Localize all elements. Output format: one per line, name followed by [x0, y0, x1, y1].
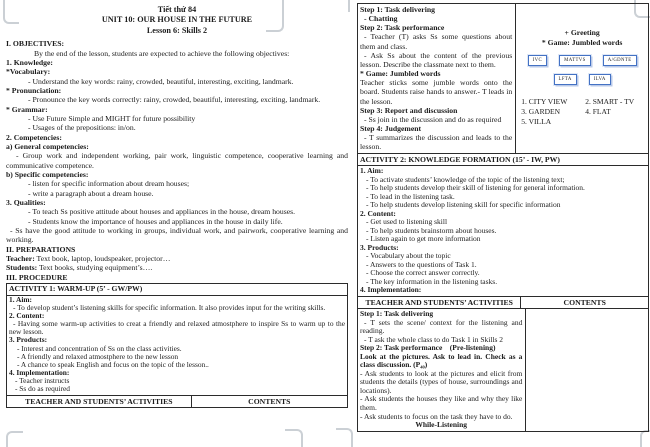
text-line: - T sets the scene/ context for the listening and reading.: [360, 317, 523, 336]
page-edge-artifact: [348, 0, 352, 12]
listening-activities-table: [357, 309, 649, 432]
text-line: - Group work and independent working, pair work, linguistic competence, cooperative learning and communicative competence.: [6, 151, 348, 170]
text-line: Step 2: Task performance: [360, 23, 445, 33]
text-line: - A chance to speak English and focus on the topic of the lesson..: [17, 359, 209, 369]
page-edge-artifact: [6, 431, 23, 447]
text-line: b) Specific competencies:: [6, 170, 89, 180]
listening-steps-cell: [358, 309, 526, 431]
text-line: - Having some warm-up activities to creat a friendly and relaxed atmostphere to inspire Ss to warm up to the new lesson.: [9, 319, 345, 337]
text-line: Step 4: Judgement: [360, 124, 422, 134]
document-header: [6, 5, 348, 36]
greeting-label: + Greeting: [564, 28, 600, 37]
jumbled-word-box: MATTVS: [559, 55, 591, 66]
text-line: II. PREPARATIONS: [6, 244, 76, 254]
text-line: - Use Future Simple and MIGHT for future possibility: [28, 113, 196, 123]
text-line: - To lead in the listening task.: [366, 191, 455, 201]
text-line: - Interest and concentration of Ss on the class activities.: [17, 343, 182, 353]
jumbled-words-rows: [518, 55, 646, 85]
text-line: - To activate students’ knowledge of the topic of the listening text;: [366, 174, 565, 184]
lesson-plan-page-right: [357, 3, 649, 432]
page-edge-artifact: [285, 429, 303, 447]
jumbled-word-box: LFTA: [554, 74, 577, 85]
text-line: - To teach Ss positive attitude about houses and appliances in the house, dream houses.: [28, 207, 296, 217]
answer-line: [521, 117, 646, 127]
text-line: - Ask students the houses they like and why they like them.: [360, 394, 523, 413]
answer-item: 4. FLAT: [585, 106, 611, 116]
text-line: - Vocabulary about the topic: [366, 251, 451, 260]
text-line: - Answers to the questions of Task 1.: [366, 259, 477, 269]
activity1-table: [6, 283, 348, 408]
activity2-title: ACTIVITY 2: KNOWLEDGE FORMATION (15’ - IW, PW): [357, 154, 649, 167]
text-line: By the end of the lesson, students are expected to achieve the following objectives:: [34, 48, 290, 58]
text-line: 1. Aim:: [360, 166, 384, 175]
listening-contents-cell: [526, 309, 648, 431]
text-line: - T summarizes the discussion and leads to the lesson.: [360, 133, 513, 152]
text-line: - To develop student’s listening skills for specific information. It also provides input for the writing skills.: [13, 302, 326, 312]
text-line: 1. Aim:: [9, 294, 32, 304]
text-line: 3. Products:: [360, 242, 399, 252]
text-line: - write a paragraph about a dream house.: [28, 188, 154, 198]
text-line: * Game: Jumbled words: [360, 69, 441, 79]
activity1-title: ACTIVITY 1: WARM-UP (5’ - GW/PW): [7, 284, 347, 296]
text-line: 2. Content:: [360, 208, 396, 218]
activity1-body: [7, 296, 347, 395]
text-line: - Ss do as required: [15, 384, 71, 394]
text-line: Teacher: Text book, laptop, loudspeaker, projector…: [6, 254, 171, 264]
unit-title: UNIT 10: OUR HOUSE IN THE FUTURE: [101, 15, 253, 25]
text-line: - To help students develop listening skill for specific information: [366, 200, 561, 209]
text-line: * Pronunciation:: [6, 85, 62, 95]
text-line: - Students know the importance of houses and appliances in the house in daily life.: [28, 216, 283, 226]
text-line: - Choose the correct answer correctly.: [366, 268, 480, 277]
text-line: - Ss have the good attitude to working in groups, individual work, and pairwork, cooperative learning and working.: [6, 226, 348, 245]
text-line: Look at the pictures. Ask to lead in. Check as a class discussion. (P₄₀): [360, 351, 523, 370]
text-line: 2. Content:: [9, 310, 45, 320]
jumbled-word-box: ILVA: [589, 74, 611, 85]
text-line: - T ask the whole class to do Task 1 in Skills 2: [364, 334, 504, 344]
text-line: - Ask Ss about the content of the previous lesson. Describe the classmate next to them.: [360, 50, 513, 69]
objectives-section: [6, 39, 348, 282]
text-line: While-Listening: [415, 420, 468, 430]
text-line: - Usages of the prepositions: in/on.: [28, 123, 136, 133]
contents-column-header: CONTENTS: [248, 396, 291, 406]
text-line: Students: Text books, studying equipment’s….: [6, 263, 153, 273]
page-edge-artifact: [336, 428, 353, 447]
text-line: - Get used to listening skill: [366, 217, 448, 226]
text-line: - listen for specific information about dream houses;: [28, 179, 190, 189]
text-line: 3. Qualities:: [6, 198, 46, 208]
text-line: - The key information in the listening tasks.: [366, 276, 498, 286]
text-line: 1. Knowledge:: [6, 57, 53, 67]
text-line: - Understand the key words: rainy, crowded, beautiful, interesting, exciting, landmark.: [28, 76, 294, 86]
answer-line: [521, 107, 646, 117]
answer-item: 5. VILLA: [521, 116, 552, 126]
answer-line: [521, 97, 646, 107]
text-line: - To help students brainstorm about houses.: [366, 225, 497, 235]
text-line: 2. Competencies:: [6, 132, 62, 142]
text-line: a) General competencies:: [6, 142, 89, 151]
jumbled-words-row: [518, 55, 646, 66]
text-line: Step 1: Task delivering: [360, 309, 434, 318]
text-line: - Ask students to look at the pictures and elicit from students the details (types of house, surroundings and locations).: [360, 368, 523, 395]
text-line: 3. Products:: [9, 335, 48, 345]
jumbled-word-box: IVC: [528, 55, 547, 66]
text-line: - Listen again to get more information: [366, 234, 481, 243]
game-label: * Game: Jumbled words: [541, 38, 623, 47]
text-line: III. PROCEDURE: [6, 272, 68, 282]
jumbled-answers-list: [518, 97, 646, 126]
text-line: - Teacher (T) asks Ss some questions about them and class.: [360, 32, 513, 51]
text-line: * Grammar:: [6, 104, 48, 114]
warmup-steps-cell: [358, 4, 516, 153]
jumbled-word-box: A/GDNTE: [603, 55, 637, 66]
lesson-title: Lesson 6: Skills 2: [146, 25, 208, 35]
answer-item: 3. GARDEN: [521, 106, 560, 116]
warmup-activities-table: [357, 3, 649, 154]
text-line: - To help students develop their skill of listening for general information.: [366, 183, 585, 192]
text-line: - Chatting: [364, 14, 398, 24]
period-title: Tiết thứ 84: [157, 5, 197, 14]
activities-column-header: TEACHER AND STUDENTS’ ACTIVITIES: [7, 396, 192, 408]
lesson-plan-page-left: [6, 5, 348, 408]
text-line: Step 2: Task performance (Pre-listening): [360, 343, 496, 353]
activity2-columns-header: [357, 297, 649, 310]
text-line: *Vocabulary:: [6, 67, 51, 77]
text-line: - Ask students to focus on the task they have to do.: [360, 411, 513, 421]
text-line: 4. Implementation:: [360, 285, 422, 294]
warmup-contents-cell: [516, 4, 648, 153]
answer-item: 1. CITY VIEW: [521, 97, 568, 106]
activity2-body: [357, 166, 649, 297]
text-line: Step 1: Task delivering: [360, 5, 435, 14]
text-line: - Ss join in the discussion and do as required: [364, 114, 502, 124]
text-line: - Teacher instructs: [15, 376, 70, 386]
contents-column-header: CONTENTS: [563, 297, 606, 307]
activities-column-header: TEACHER AND STUDENTS’ ACTIVITIES: [358, 297, 521, 309]
page-edge-artifact: [640, 430, 650, 447]
text-line: Step 3: Report and discussion: [360, 105, 458, 115]
text-line: 4. Implementation:: [9, 368, 70, 378]
answer-item: 2. SMART - TV: [585, 97, 635, 106]
text-line: I. OBJECTIVES:: [6, 39, 65, 49]
text-line: - A friendly and relaxed atmostphere to the new lesson: [17, 351, 179, 361]
text-line: Teacher sticks some jumble words onto the board. Students raise hands to answer.- T leads in the lesson.: [360, 78, 513, 106]
activity1-columns-header: [7, 395, 347, 408]
text-line: - Pronounce the key words correctly: rainy, crowded, beautiful, interesting, exciting, landmark.: [28, 95, 321, 105]
jumbled-words-row: [518, 74, 646, 85]
